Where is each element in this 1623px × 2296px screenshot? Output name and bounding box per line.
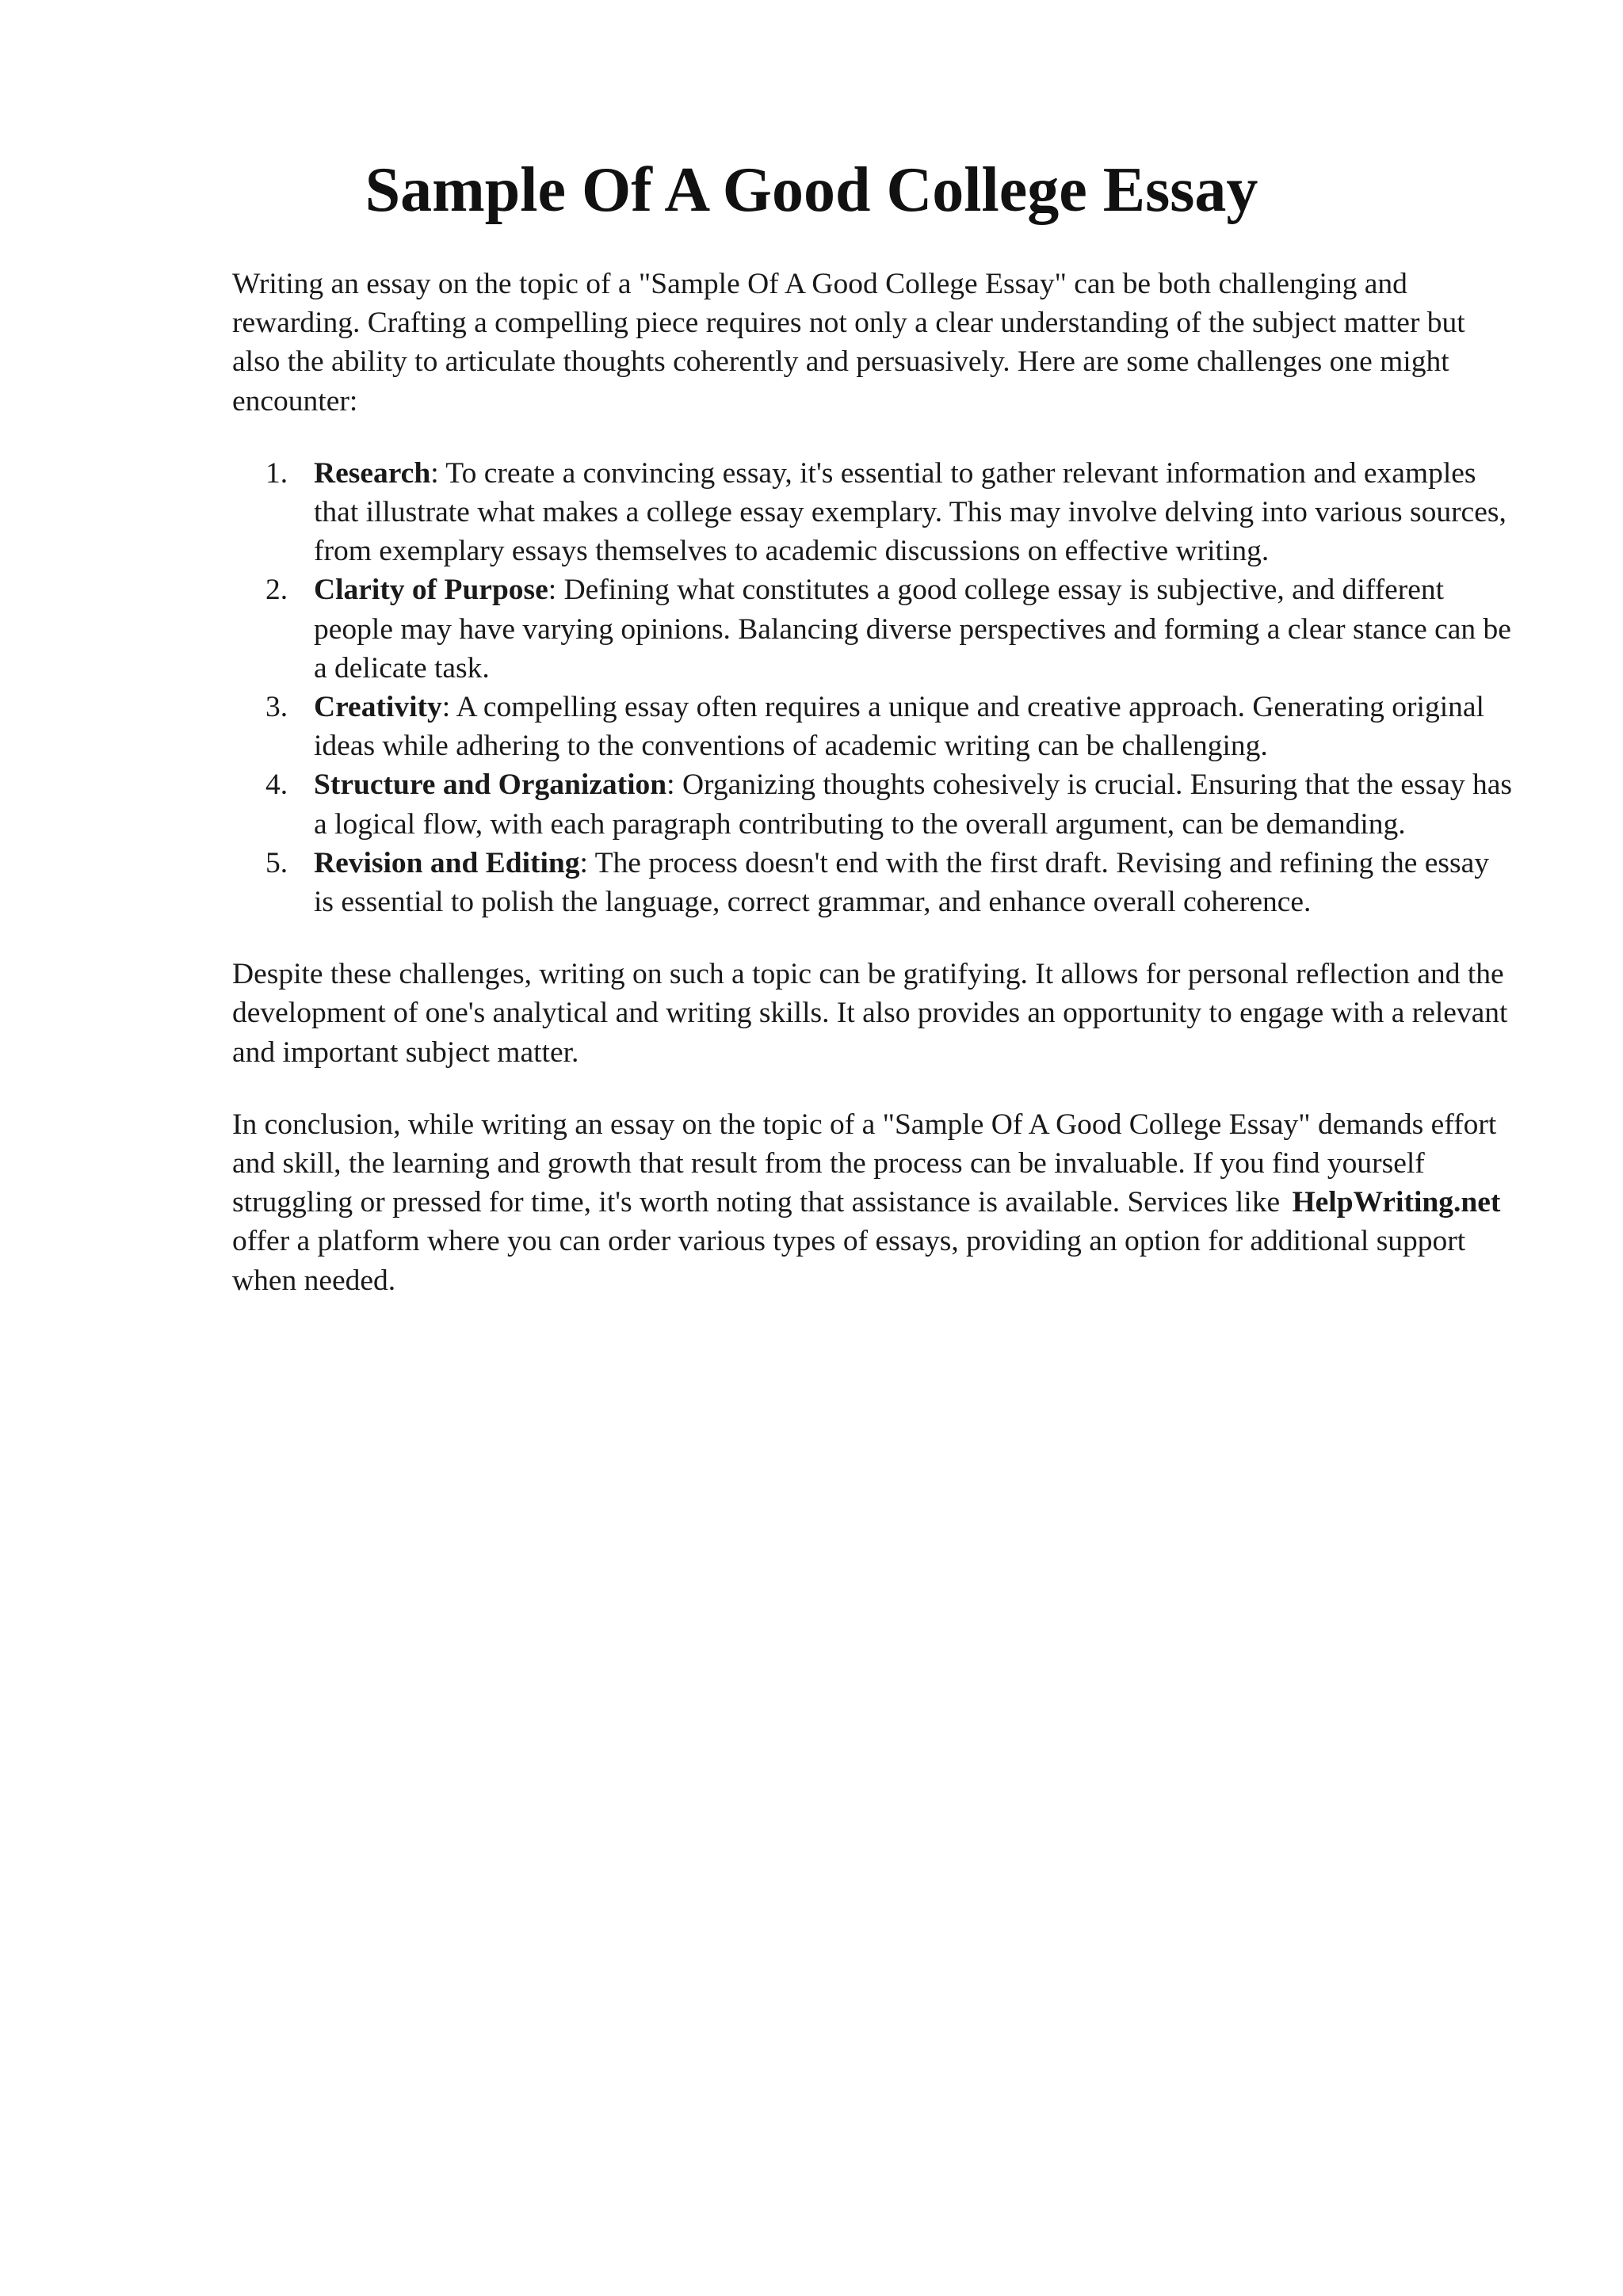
list-item-text: : The process doesn't end with the first draft. Revising and refining the essay is essential to polish the language, correct grammar, and enhance overall coherence. bbox=[314, 846, 1489, 919]
list-item bbox=[232, 570, 1516, 688]
list-item-text: : To create a convincing essay, it's essential to gather relevant information and examples that illustrate what makes a college essay exemplary. This may involve delving into various sources, from exemplary essays themselves to academic discussions on effective writing. bbox=[314, 456, 1507, 568]
list-item bbox=[232, 688, 1516, 765]
list-item-term: Revision and Editing bbox=[314, 846, 580, 879]
list-item-number: 4. bbox=[265, 769, 288, 802]
list-item-term: Structure and Organization bbox=[314, 769, 667, 802]
helpwriting-brand-name: HelpWriting.net bbox=[1292, 1186, 1501, 1219]
conclusion-text-before: In conclusion, while writing an essay on the topic of a "Sample Of A Good College Essay" demands effort and skill, the learning and growth that result from the process can be invaluable. If you find yourself struggling or pressed for time, it's worth noting that assistance is available. Services like bbox=[232, 1108, 1497, 1219]
conclusion-text-after: offer a platform where you can order various types of essays, providing an option for additional support when needed. bbox=[232, 1225, 1466, 1297]
list-item-term: Clarity of Purpose bbox=[314, 574, 548, 607]
list-item-term: Creativity bbox=[314, 691, 442, 724]
intro-paragraph: Writing an essay on the topic of a "Sample Of A Good College Essay" can be both challenging and rewarding. Crafting a compelling piece requires not only a clear understanding of the subject matter but also the ability to articulate thoughts coherently and persuasively. Here are some challenges one might encounter: bbox=[232, 268, 1465, 418]
list-item-text: : Organizing thoughts cohesively is crucial. Ensuring that the essay has a logical flow, with each paragraph contributing to the overall argument, can be demanding. bbox=[314, 769, 1512, 841]
list-item bbox=[232, 454, 1516, 571]
list-item-term: Research bbox=[314, 456, 431, 490]
challenges-list bbox=[232, 454, 1516, 921]
essay-body bbox=[232, 265, 1516, 1300]
list-item bbox=[232, 844, 1516, 921]
list-item-number: 2. bbox=[265, 574, 288, 607]
list-item-text: : A compelling essay often requires a unique and creative approach. Generating original ideas while adhering to the conventions of academic writing can be challenging. bbox=[314, 691, 1484, 763]
list-item-text: : Defining what constitutes a good college essay is subjective, and different people may have varying opinions. Balancing diverse perspectives and forming a clear stance can be a delicate task. bbox=[314, 574, 1511, 685]
list-item bbox=[232, 765, 1516, 843]
page-title: Sample Of A Good College Essay bbox=[365, 155, 1258, 225]
list-item-number: 1. bbox=[265, 456, 288, 490]
list-item-number: 5. bbox=[265, 846, 288, 879]
list-item-number: 3. bbox=[265, 691, 288, 724]
despite-paragraph: Despite these challenges, writing on such a topic can be gratifying. It allows for personal reflection and the development of one's analytical and writing skills. It also provides an opportunity to engage with a relevant and important subject matter. bbox=[232, 958, 1508, 1069]
conclusion-paragraph bbox=[232, 1105, 1516, 1300]
